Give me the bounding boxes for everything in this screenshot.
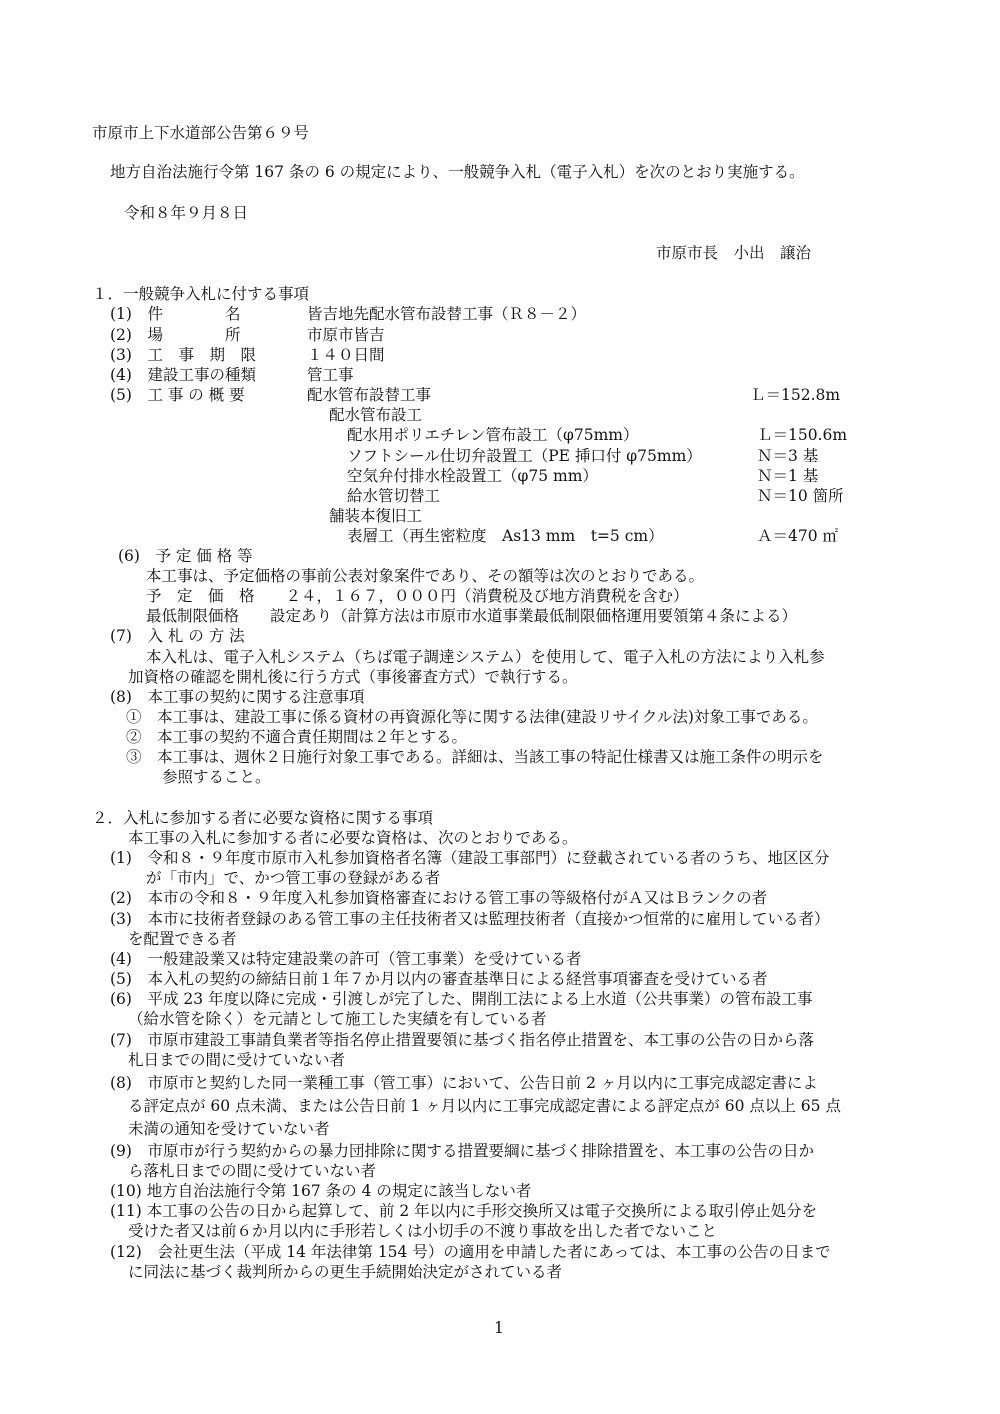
price-label: (6) 予 定 価 格 等 (118, 547, 253, 565)
qual8-line3: 未満の通知を受けていない者 (128, 1120, 330, 1138)
qual11-line2: 受けた者又は前６か月以内に手形若しくは小切手の不渡り事故を出した者でないこと (128, 1222, 718, 1240)
item2-value: 市原市皆吉 (307, 326, 385, 344)
method-label: (7) 入 札 の 方 法 (110, 627, 245, 645)
qual9-line1: (9) 市原市が行う契約からの暴力団排除に関する措置要綱に基づく排除措置を、本工事の公告の日か (110, 1142, 814, 1160)
overview-row4-qty: Ｎ＝10 箇所 (757, 487, 844, 505)
note1: ① 本工事は、建設工事に係る資材の再資源化等に関する法律(建設リサイクル法)対象工事である。 (126, 708, 818, 726)
overview-sub1: 配水管布設工 (329, 406, 423, 424)
item2-label: (2) 場 所 (110, 326, 241, 344)
qual1-line2: が「市内」で、かつ管工事の登録がある者 (146, 869, 441, 887)
method-line1: 本入札は、電子入札システム（ちば電子調達システム）を使用して、電子入札の方法により入札参 (146, 648, 825, 666)
qual7-line2: 札日までの間に受けていない者 (128, 1051, 346, 1069)
overview-row3: 空気弁付排水栓設置工（φ75 mm） (347, 467, 598, 485)
qual7-line1: (7) 市原市建設工事請負業者等指名停止措置要領に基づく指名停止措置を、本工事の公告の日から落 (110, 1031, 814, 1049)
notice-number: 市原市上下水道部公告第６９号 (92, 124, 310, 142)
method-line2: 加資格の確認を開札後に行う方式（事後審査方式）で執行する。 (128, 668, 578, 686)
qual8-line1: (8) 市原市と契約した同一業種工事（管工事）において、公告日前 2 ヶ月以内に工事完成認定書によ (110, 1074, 818, 1092)
overview-row1: 配水用ポリエチレン管布設工（φ75mm） (347, 426, 639, 444)
overview-row2-qty: Ｎ＝3 基 (757, 447, 819, 465)
section1-title: １．一般競争入札に付する事項 (92, 285, 310, 303)
qual1-line1: (1) 令和８・９年度市原市入札参加資格者名簿（建設工事部門）に登載されている者のうち、地区区分 (110, 849, 830, 867)
overview-row3-qty: Ｎ＝1 基 (757, 467, 819, 485)
intro-text: 地方自治法施行令第 167 条の 6 の規定により、一般競争入札（電子入札）を次のとおり実施する。 (110, 163, 805, 181)
section2-title: ２．入札に参加する者に必要な資格に関する事項 (92, 809, 434, 827)
page-number: 1 (494, 1319, 504, 1337)
price-line3: 最低制限価格 設定あり（計算方法は市原市水道事業最低制限価格運用要領第４条による） (146, 607, 798, 625)
note3-line1: ③ 本工事は、週休２日施行対象工事である。詳細は、当該工事の特記仕様書又は施工条件の明示を (126, 748, 824, 766)
qual3-line2: を配置できる者 (128, 930, 237, 948)
note3-line2: 参照すること。 (162, 768, 271, 786)
item4-value: 管工事 (307, 366, 354, 384)
item1-label: (1) 件 名 (110, 305, 241, 323)
notice-date: 令和８年９月８日 (124, 204, 249, 222)
overview-row5: 表層工（再生密粒度 As13 mm t=5 cm） (347, 527, 664, 545)
qual12-line1: (12) 会社更生法（平成 14 年法律第 154 号）の適用を申請した者にあっては、本工事の公告の日まで (110, 1243, 831, 1261)
item5-label: (5) 工 事 の 概 要 (110, 386, 245, 404)
issuer-name: 市原市長 小出 譲治 (656, 244, 812, 262)
qual6-line2: （給水管を除く）を元請として施工した実績を有している者 (128, 1010, 547, 1028)
overview-row1-qty: Ｌ＝150.6m (757, 426, 848, 444)
qual9-line2: ら落札日までの間に受けていない者 (128, 1162, 377, 1180)
overview-sub2: 舗装本復旧工 (329, 507, 423, 525)
note2: ② 本工事の契約不適合責任期間は２年とする。 (126, 728, 468, 746)
item5-value: 配水管布設替工事 (307, 386, 432, 404)
item5-quantity: Ｌ＝152.8m (750, 386, 841, 404)
qual10: (10) 地方自治法施行令第 167 条の 4 の規定に該当しない者 (110, 1182, 532, 1200)
qual2: (2) 本市の令和８・９年度入札参加資格審査における管工事の等級格付がＡ又はＢランクの者 (110, 889, 768, 907)
qual3-line1: (3) 本市に技術者登録のある管工事の主任技術者又は監理技術者（直接かつ恒常的に雇用している者） (110, 910, 830, 928)
qual6-line1: (6) 平成 23 年度以降に完成・引渡しが完了した、開削工法による上水道（公共事業）の管布設工事 (110, 990, 813, 1008)
price-line1: 本工事は、予定価格の事前公表対象案件であり、その額等は次のとおりである。 (146, 567, 705, 585)
item4-label: (4) 建設工事の種類 (110, 366, 256, 384)
item3-value: １４０日間 (307, 346, 385, 364)
overview-row5-qty: Ａ＝470 ㎡ (757, 527, 839, 545)
qual5: (5) 本入札の契約の締結日前１年７か月以内の審査基準日による経営事項審査を受けている者 (110, 970, 768, 988)
qual8-line2: る評定点が 60 点未満、または公告日前 1 ヶ月以内に工事完成認定書による評定点が 60 点以上 65 点 (128, 1097, 841, 1115)
overview-row4: 給水管切替工 (347, 487, 441, 505)
price-line2: 予 定 価 格 ２４，１６７，０００円（消費税及び地方消費税を含む） (146, 587, 689, 605)
qual11-line1: (11) 本工事の公告の日から起算して、前 2 年以内に手形交換所又は電子交換所による取引停止処分を (110, 1202, 818, 1220)
notes-label: (8) 本工事の契約に関する注意事項 (110, 688, 365, 706)
item3-label: (3) 工 事 期 限 (110, 346, 256, 364)
overview-row2: ソフトシール仕切弁設置工（PE 挿口付 φ75mm） (347, 447, 702, 465)
qual4: (4) 一般建設業又は特定建設業の許可（管工事業）を受けている者 (110, 950, 582, 968)
qual12-line2: に同法に基づく裁判所からの更生手続開始決定がされている者 (128, 1263, 563, 1281)
section2-intro: 本工事の入札に参加する者に必要な資格は、次のとおりである。 (128, 829, 578, 847)
item1-value: 皆吉地先配水管布設替工事（Ｒ８－２） (307, 305, 587, 323)
